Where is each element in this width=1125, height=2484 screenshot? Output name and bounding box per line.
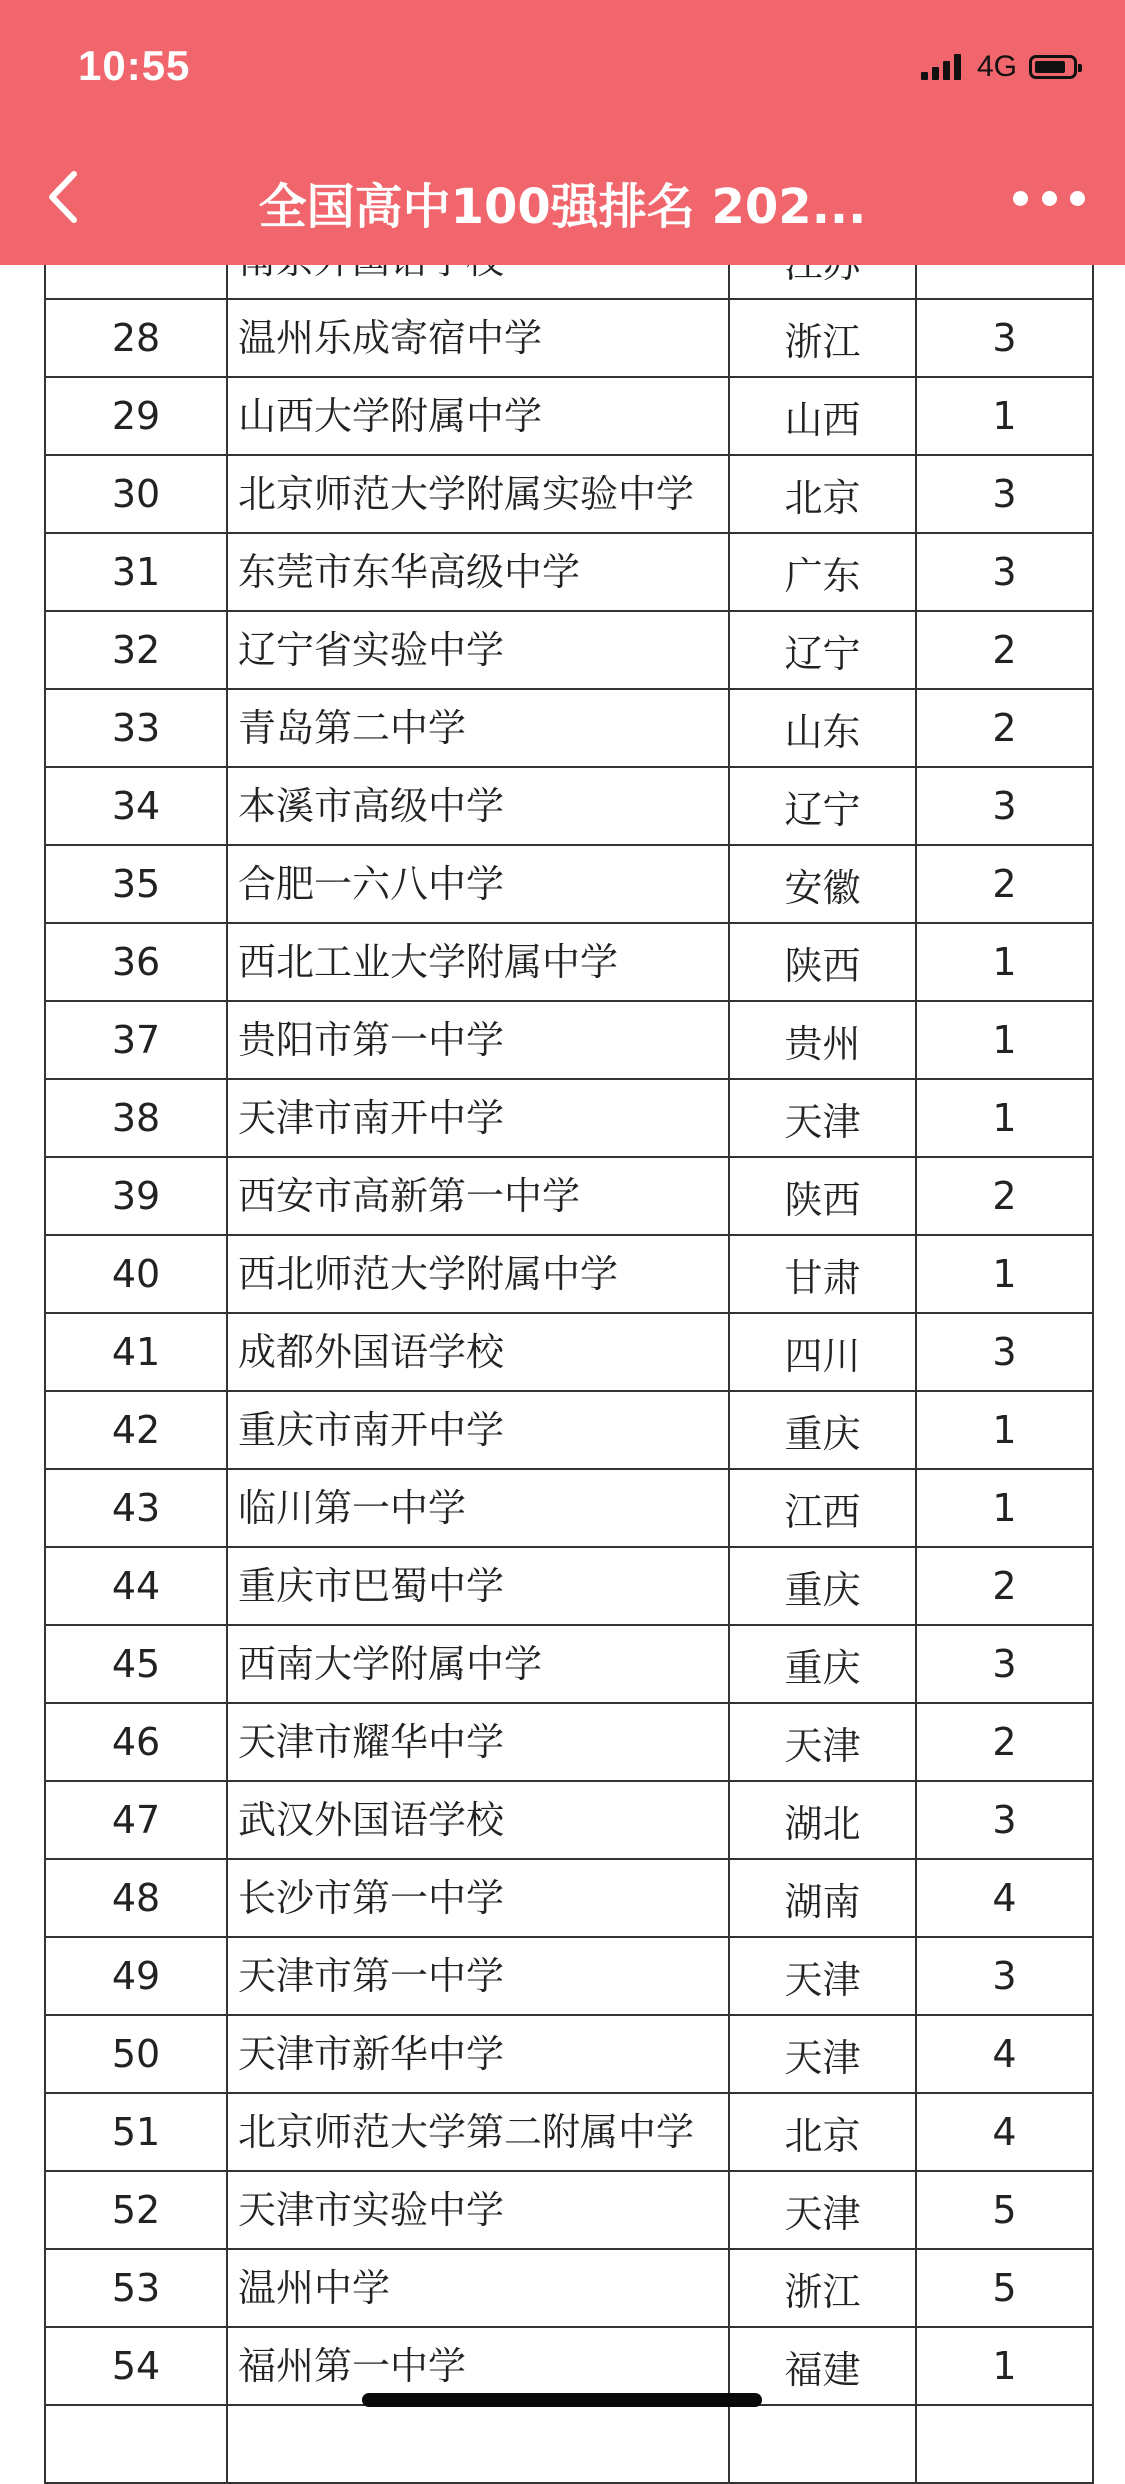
province-cell: 四川 [729,1313,916,1391]
more-dot-icon [1013,191,1028,206]
count-cell: 2 [916,689,1093,767]
province-cell: 广东 [729,533,916,611]
rank-cell: 45 [45,1625,227,1703]
rank-cell: 47 [45,1781,227,1859]
school-name-cell [227,533,729,611]
rank-cell: 43 [45,1469,227,1547]
count-cell: 3 [916,1781,1093,1859]
rank-cell: 41 [45,1313,227,1391]
rank-cell: 30 [45,455,227,533]
count-cell: 1 [916,1469,1093,1547]
count-cell: 3 [916,767,1093,845]
province-cell: 甘肃 [729,1235,916,1313]
school-name: 北京师范大学第二附属中学 [238,2110,695,2154]
count-cell: 4 [916,2015,1093,2093]
school-name-cell [227,1235,729,1313]
school-name: 西北师范大学附属中学 [238,1252,619,1296]
rank-cell: 37 [45,1001,227,1079]
school-name: 西南大学附属中学 [238,1642,543,1686]
school-name-cell [227,1313,729,1391]
province-cell: 贵州 [729,1001,916,1079]
count-cell: 3 [916,299,1093,377]
province-cell: 天津 [729,2015,916,2093]
rank-cell: 52 [45,2171,227,2249]
province-cell: 山东 [729,689,916,767]
rank-cell: 38 [45,1079,227,1157]
school-name-cell [227,1469,729,1547]
count-cell: 1 [916,377,1093,455]
province-cell: 重庆 [729,1547,916,1625]
count-cell: 3 [916,533,1093,611]
rank-cell: 32 [45,611,227,689]
school-name-cell [227,2249,729,2327]
school-name-cell [227,2093,729,2171]
table-row [45,1781,1093,1859]
table-row [45,1313,1093,1391]
province-cell: 安徽 [729,845,916,923]
school-name [238,2414,728,2474]
rank-cell: 50 [45,2015,227,2093]
province-cell: 福建 [729,2327,916,2405]
ranking-table-body [45,221,1093,2483]
count-cell: 3 [916,1625,1093,1703]
rank-cell: 29 [45,377,227,455]
status-indicators [921,50,1077,84]
school-name: 福州第一中学 [238,2344,467,2388]
rank-cell: 40 [45,1235,227,1313]
province-cell: 浙江 [729,2249,916,2327]
rank-cell: 33 [45,689,227,767]
school-name-cell [227,377,729,455]
school-name: 重庆市巴蜀中学 [238,1564,505,1608]
home-indicator[interactable] [362,2393,762,2407]
school-name: 天津市新华中学 [238,2032,505,2076]
province-cell: 天津 [729,1079,916,1157]
rank-cell: 31 [45,533,227,611]
school-name: 成都外国语学校 [238,1330,505,1374]
count-cell: 1 [916,1001,1093,1079]
more-dot-icon [1042,191,1057,206]
school-name-cell [227,1625,729,1703]
province-cell: 辽宁 [729,611,916,689]
rank-cell: 34 [45,767,227,845]
school-name: 贵阳市第一中学 [238,1018,505,1062]
school-name-cell [227,923,729,1001]
rank-cell: 46 [45,1703,227,1781]
table-row [45,689,1093,767]
status-time: 10:55 [78,42,191,89]
school-name-cell [227,1781,729,1859]
count-cell: 1 [916,923,1093,1001]
table-row [45,2171,1093,2249]
province-cell: 陕西 [729,1157,916,1235]
count-cell: 1 [916,2327,1093,2405]
signal-icon [921,54,965,80]
province-cell: 辽宁 [729,767,916,845]
school-name-cell [227,299,729,377]
more-options-button[interactable] [1013,180,1085,216]
school-name: 天津市实验中学 [238,2188,505,2232]
province-cell: 山西 [729,377,916,455]
table-row [45,611,1093,689]
school-name: 本溪市高级中学 [238,784,505,828]
more-dot-icon [1070,191,1085,206]
school-name-cell [227,1547,729,1625]
province-cell: 江西 [729,1469,916,1547]
school-name: 青岛第二中学 [238,706,467,750]
rank-cell [45,2405,227,2483]
chevron-left-icon [40,162,90,232]
network-type: 4G [976,50,1017,83]
province-cell: 重庆 [729,1391,916,1469]
article-content[interactable] [0,265,1125,2436]
school-name-cell [227,1859,729,1937]
ranking-table [44,220,1094,2484]
page-title: 全国高中100强排名 202... [258,179,867,235]
province-cell [729,2405,916,2483]
count-cell: 2 [916,1547,1093,1625]
table-row [45,845,1093,923]
province-cell: 重庆 [729,1625,916,1703]
table-row [45,1079,1093,1157]
province-cell: 陕西 [729,923,916,1001]
school-name: 温州乐成寄宿中学 [238,316,543,360]
count-cell: 4 [916,2093,1093,2171]
province-cell: 天津 [729,2171,916,2249]
school-name-cell [227,2015,729,2093]
count-cell: 1 [916,1079,1093,1157]
table-row [45,767,1093,845]
table-row [45,2015,1093,2093]
school-name: 山西大学附属中学 [238,394,543,438]
school-name-cell [227,1391,729,1469]
table-row [45,1235,1093,1313]
rank-cell: 39 [45,1157,227,1235]
table-row [45,1859,1093,1937]
rank-cell: 44 [45,1547,227,1625]
province-cell: 湖南 [729,1859,916,1937]
school-name: 辽宁省实验中学 [238,628,505,672]
app-header [0,0,1125,265]
rank-cell: 28 [45,299,227,377]
table-row [45,1937,1093,2015]
school-name: 重庆市南开中学 [238,1408,505,1452]
school-name: 东莞市东华高级中学 [238,550,581,594]
school-name-cell [227,611,729,689]
table-row [45,455,1093,533]
table-row [45,1391,1093,1469]
school-name-cell [227,2171,729,2249]
count-cell: 1 [916,1391,1093,1469]
rank-cell: 42 [45,1391,227,1469]
back-button[interactable] [40,162,90,232]
count-cell: 2 [916,845,1093,923]
rank-cell: 36 [45,923,227,1001]
table-row [45,1157,1093,1235]
count-cell [916,2405,1093,2483]
school-name: 合肥一六八中学 [238,862,505,906]
battery-icon [1029,55,1077,79]
school-name: 长沙市第一中学 [238,1876,505,1920]
rank-cell: 35 [45,845,227,923]
table-row [45,1001,1093,1079]
table-row [45,2093,1093,2171]
school-name: 西安市高新第一中学 [238,1174,581,1218]
province-cell: 北京 [729,2093,916,2171]
rank-cell: 51 [45,2093,227,2171]
school-name-cell [227,689,729,767]
rank-cell: 49 [45,1937,227,2015]
table-row [45,923,1093,1001]
table-row [45,1703,1093,1781]
table-row [45,377,1093,455]
rank-cell: 54 [45,2327,227,2405]
count-cell: 2 [916,1703,1093,1781]
table-row [45,2405,1093,2483]
rank-cell: 53 [45,2249,227,2327]
school-name: 武汉外国语学校 [238,1798,505,1842]
count-cell: 5 [916,2249,1093,2327]
province-cell: 天津 [729,1703,916,1781]
school-name: 临川第一中学 [238,1486,467,1530]
school-name-cell [227,845,729,923]
table-row [45,533,1093,611]
school-name: 天津市耀华中学 [238,1720,505,1764]
school-name: 温州中学 [238,2266,391,2310]
table-row [45,1547,1093,1625]
school-name-cell [227,1937,729,2015]
count-cell: 3 [916,455,1093,533]
school-name-cell [227,767,729,845]
school-name: 天津市第一中学 [238,1954,505,1998]
table-row [45,1469,1093,1547]
school-name: 北京师范大学附属实验中学 [238,472,695,516]
school-name-cell [227,455,729,533]
rank-cell: 48 [45,1859,227,1937]
count-cell: 3 [916,1313,1093,1391]
count-cell: 2 [916,611,1093,689]
school-name-cell [227,1157,729,1235]
school-name-cell [227,2405,729,2483]
school-name-cell [227,1079,729,1157]
province-cell: 天津 [729,1937,916,2015]
count-cell: 3 [916,1937,1093,2015]
count-cell: 5 [916,2171,1093,2249]
province-cell: 北京 [729,455,916,533]
table-row [45,299,1093,377]
school-name: 天津市南开中学 [238,1096,505,1140]
count-cell: 1 [916,1235,1093,1313]
table-row [45,2249,1093,2327]
school-name-cell [227,1703,729,1781]
count-cell: 4 [916,1859,1093,1937]
count-cell: 2 [916,1157,1093,1235]
table-row [45,1625,1093,1703]
province-cell: 浙江 [729,299,916,377]
province-cell: 湖北 [729,1781,916,1859]
school-name-cell [227,1001,729,1079]
school-name: 西北工业大学附属中学 [238,940,619,984]
